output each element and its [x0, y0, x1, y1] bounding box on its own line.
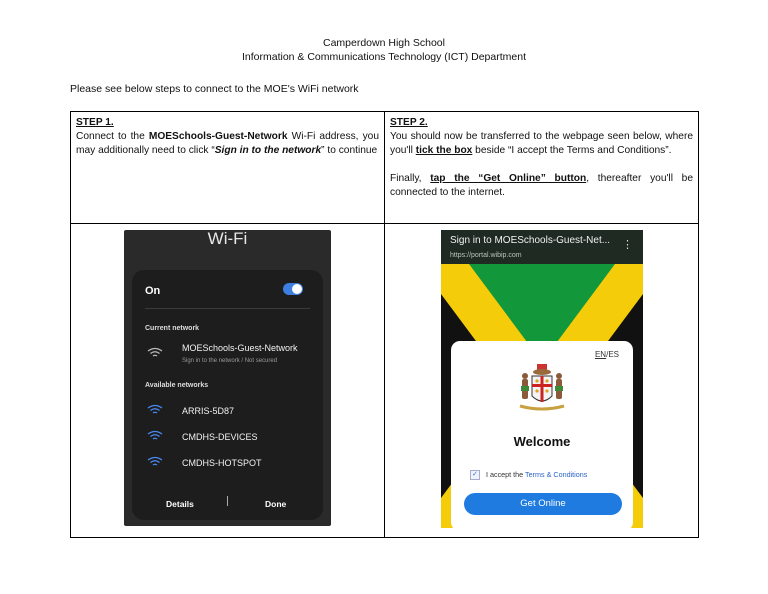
portal-screenshot — [441, 230, 643, 528]
browser-page-title: Sign in to MOESchools-Guest-Net... — [450, 235, 611, 246]
footer-divider — [227, 496, 228, 506]
wifi-panel — [132, 270, 323, 520]
step1-text-b: Wi-Fi address, you may additionally need to click “ — [76, 131, 379, 156]
current-network-name[interactable]: MOESchools-Guest-Network — [182, 343, 298, 353]
step1-network-name: MOESchools-Guest-Network — [148, 131, 288, 142]
step1-title: STEP 1. — [76, 117, 114, 128]
step1-signin-text: Sign in to the network — [214, 145, 322, 156]
step2-text-c: Finally, — [390, 173, 431, 184]
accept-text: I accept the — [486, 470, 526, 479]
language-switcher[interactable] — [595, 348, 619, 362]
current-network-label: Current network — [145, 325, 200, 332]
step2-tap-text: tap the “Get Online” button — [430, 173, 587, 184]
step2-text-a: You should now be transferred to the webpage seen below, where you'll — [390, 131, 693, 156]
step2-para2 — [390, 172, 693, 200]
document-header — [0, 36, 768, 64]
terms-checkbox[interactable] — [470, 470, 480, 480]
step2-text-d: , thereafter you'll be connected to the internet. — [390, 173, 694, 198]
wifi-on-label: On — [145, 285, 161, 297]
wifi-screenshot — [124, 230, 331, 526]
lang-es[interactable]: ES — [608, 350, 619, 359]
wifi-title: Wi-Fi — [207, 230, 248, 248]
wifi-signal-icon — [147, 456, 163, 468]
network-item[interactable]: ARRIS-5D87 — [182, 406, 235, 416]
step2-image-cell — [385, 224, 699, 538]
wifi-signal-icon — [147, 404, 163, 416]
steps-table — [70, 111, 699, 538]
step2-text-b: beside “I accept the Terms and Conditions”. — [472, 145, 672, 156]
get-online-button[interactable]: Get Online — [464, 493, 622, 515]
terms-link[interactable]: Terms & Conditions — [525, 470, 588, 479]
wifi-signal-icon — [147, 430, 163, 442]
step1-text-a: Connect to the — [76, 131, 149, 142]
school-name: Camperdown High School — [323, 37, 445, 49]
wifi-toggle[interactable] — [283, 283, 303, 295]
done-button[interactable]: Done — [265, 499, 287, 509]
welcome-heading: Welcome — [513, 434, 571, 449]
step2-title: STEP 2. — [390, 117, 428, 128]
step2-tick-text: tick the box — [415, 145, 473, 156]
welcome-card — [451, 341, 633, 528]
more-menu-icon[interactable]: ⋮ — [622, 239, 633, 251]
lang-en[interactable]: EN — [594, 350, 607, 359]
step1-cell — [71, 112, 385, 224]
lang-separator: / — [606, 350, 609, 359]
browser-url: https://portal.wibip.com — [450, 252, 522, 259]
coat-of-arms-icon — [514, 362, 570, 416]
intro-text: Please see below steps to connect to the MOE's WiFi network — [70, 83, 359, 95]
network-item[interactable]: CMDHS-DEVICES — [182, 432, 258, 442]
step2-cell — [385, 112, 699, 224]
department-name: Information & Communications Technology (ICT) Department — [241, 51, 526, 63]
wifi-signal-icon — [147, 347, 163, 359]
step1-image-cell — [71, 224, 385, 538]
browser-topbar — [441, 230, 643, 264]
current-network-status: Sign in to the network / Not secured — [182, 358, 278, 364]
step1-text-c: ” to continue — [321, 145, 378, 156]
details-button[interactable]: Details — [166, 499, 194, 509]
available-networks-label: Available networks — [145, 382, 209, 389]
terms-row — [470, 468, 587, 482]
divider — [145, 308, 310, 309]
step2-para1 — [390, 130, 693, 158]
network-item[interactable]: CMDHS-HOTSPOT — [182, 458, 262, 468]
